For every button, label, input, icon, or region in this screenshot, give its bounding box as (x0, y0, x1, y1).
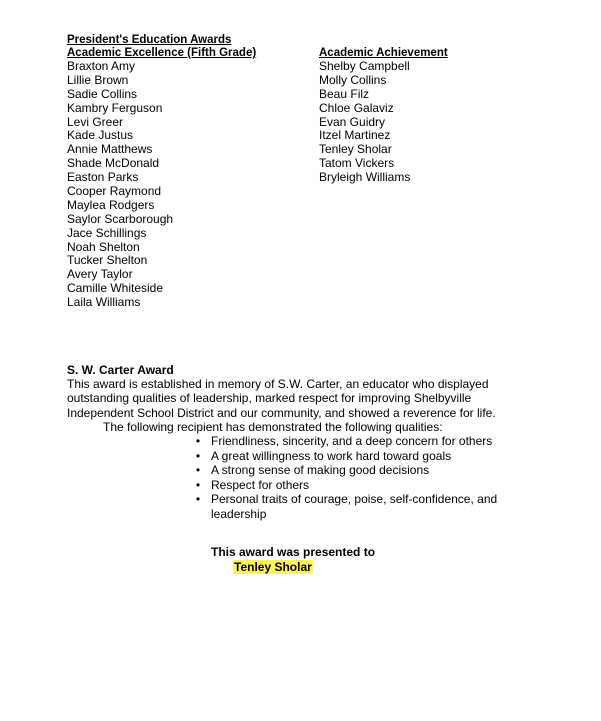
bullet-icon: • (195, 434, 201, 449)
carter-award-title: S. W. Carter Award (67, 363, 174, 377)
academic-excellence-list (67, 60, 256, 310)
quality-item (193, 434, 503, 449)
student-name: Easton Parks (67, 170, 139, 185)
student-name: Noah Shelton (67, 239, 140, 254)
student-name: Tenley Sholar (319, 142, 392, 157)
student-name: Tucker Shelton (67, 253, 148, 268)
quality-text: A strong sense of making good decisions (211, 463, 430, 478)
presented-label: This award was presented to (211, 545, 376, 559)
bullet-icon: • (195, 477, 201, 492)
carter-award-section (67, 363, 507, 521)
student-name: Tatom Vickers (319, 156, 395, 171)
student-name: Laila Williams (67, 295, 141, 310)
student-name: Cooper Raymond (67, 184, 162, 199)
student-name: Annie Matthews (67, 142, 153, 157)
quality-text: Friendliness, sincerity, and a deep concern for others (211, 434, 493, 449)
academic-achievement-list (319, 60, 448, 185)
quality-text: Personal traits of courage, poise, self-confidence, and leadership (211, 492, 498, 521)
student-name: Shelby Campbell (319, 59, 410, 73)
student-name: Beau Filz (319, 86, 370, 101)
student-name: Chloe Galaviz (319, 100, 394, 115)
quality-item (193, 449, 503, 464)
student-name: Evan Guidry (319, 114, 386, 129)
student-name: Camille Whiteside (67, 281, 164, 296)
bullet-icon: • (195, 463, 201, 478)
presidents-awards-title: President's Education Awards (67, 34, 232, 46)
student-name: Kade Justus (67, 128, 134, 143)
qualities-list (193, 434, 503, 521)
academic-achievement-column (319, 46, 448, 185)
academic-excellence-column (67, 46, 256, 310)
student-name: Levi Greer (67, 114, 124, 129)
quality-item (193, 492, 503, 521)
student-name: Avery Taylor (67, 267, 133, 282)
award-recipient: Tenley Sholar (234, 560, 312, 574)
student-name: Bryleigh Williams (319, 170, 411, 185)
student-name: Molly Collins (319, 72, 387, 87)
academic-excellence-heading: Academic Excellence (Fifth Grade) (67, 47, 257, 59)
quality-item (193, 478, 503, 493)
student-name: Itzel Martinez (319, 128, 391, 143)
carter-award-description: This award is established in memory of S.W. Carter, an educator who displayed outstanding qualities of leadership, marked respect for improving Shelbyville Independent School District and our community, and showed a reverence for life. (67, 377, 496, 420)
quality-text: A great willingness to work hard toward goals (211, 448, 452, 463)
quality-item (193, 463, 503, 478)
academic-achievement-heading: Academic Achievement (319, 47, 448, 59)
student-name: Maylea Rodgers (67, 197, 155, 212)
quality-text: Respect for others (211, 477, 310, 492)
carter-award-intro: The following recipient has demonstrated the following qualities: (103, 419, 443, 434)
student-name: Jace Schillings (67, 225, 147, 240)
bullet-icon: • (195, 448, 201, 463)
student-name: Saylor Scarborough (67, 211, 174, 226)
student-name: Shade McDonald (67, 156, 160, 171)
student-name: Sadie Collins (67, 86, 138, 101)
student-name: Lillie Brown (67, 72, 129, 87)
student-name: Kambry Ferguson (67, 100, 163, 115)
student-name: Braxton Amy (67, 59, 136, 73)
bullet-icon: • (195, 492, 201, 507)
